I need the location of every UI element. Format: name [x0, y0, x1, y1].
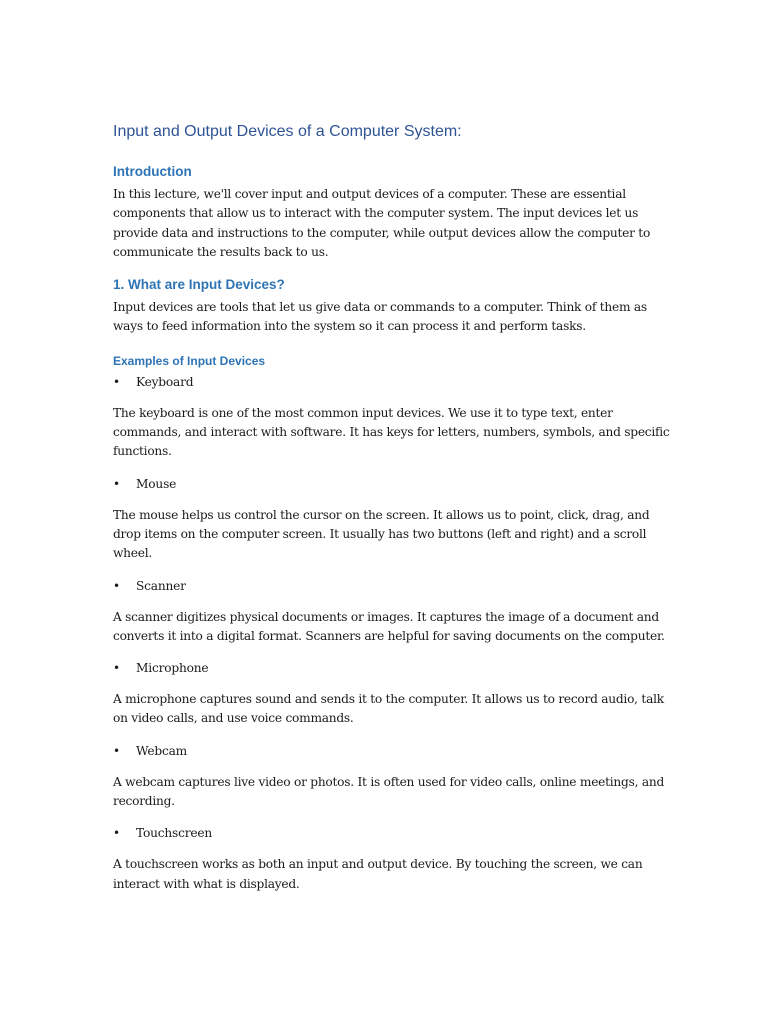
microphone-description: A microphone captures sound and sends it to the computer. It allows us to record audio, talk on video calls, and use voice commands.: [113, 692, 664, 726]
list-item-label: Touchscreen: [136, 826, 213, 841]
list-item-label: Scanner: [136, 578, 186, 593]
keyboard-description: The keyboard is one of the most common input devices. We use it to type text, enter commands, and interact with software. It has keys for letters, numbers, symbols, and specific functions.: [113, 405, 670, 459]
bullet-icon: •: [113, 743, 120, 758]
webcam-description: A webcam captures live video or photos. It is often used for video calls, online meetings, and recording.: [113, 774, 664, 809]
list-item-label: Microphone: [136, 661, 209, 676]
touchscreen-description: A touchscreen works as both an input and output device. By touching the screen, we can interact with what is displayed.: [113, 857, 643, 891]
mouse-description: The mouse helps us control the cursor on the screen. It allows us to point, click, drag, and drop items on the computer screen. It usually has two buttons (left and right) and a scroll wheel.: [113, 507, 650, 561]
list-item-label: Webcam: [136, 743, 187, 758]
list-item-label: Keyboard: [136, 374, 194, 389]
bullet-icon: •: [113, 374, 120, 389]
bullet-icon: •: [113, 661, 120, 676]
scanner-description: A scanner digitizes physical documents or images. It captures the image of a document and converts it into a digital format. Scanners are helpful for saving documents on the computer.: [113, 609, 665, 643]
list-item-scanner: [113, 577, 673, 596]
list-item-touchscreen: [113, 824, 673, 843]
bullet-icon: •: [113, 826, 120, 841]
document-body: [113, 122, 673, 907]
document-title: Input and Output Devices of a Computer System:: [113, 123, 462, 140]
bullet-icon: •: [113, 578, 120, 593]
input-devices-heading: 1. What are Input Devices?: [113, 277, 285, 293]
examples-heading: Examples of Input Devices: [113, 353, 266, 368]
bullet-icon: •: [113, 476, 120, 491]
introduction-heading: Introduction: [113, 164, 192, 179]
introduction-paragraph: In this lecture, we'll cover input and output devices of a computer. These are essential components that allow us to interact with the computer system. The input devices let us provide data and instructions to the computer, while output devices allow the computer to communicate the results back to us.: [113, 187, 651, 259]
list-item-mouse: [113, 475, 673, 494]
list-item-keyboard: [113, 373, 673, 392]
input-devices-paragraph: Input devices are tools that let us give data or commands to a computer. Think of them as ways to feed information into the system so it can process it and perform tasks.: [113, 300, 647, 334]
list-item-label: Mouse: [136, 476, 177, 491]
list-item-webcam: [113, 742, 673, 761]
list-item-microphone: [113, 659, 673, 678]
